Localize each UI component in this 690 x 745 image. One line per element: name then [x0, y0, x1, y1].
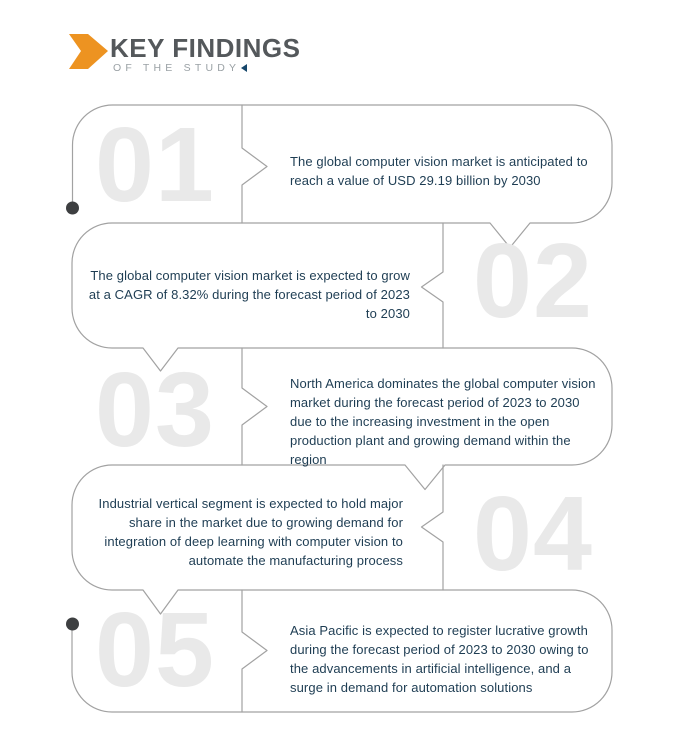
finding-number-4: 04 — [473, 475, 593, 593]
page-subtitle-row — [113, 62, 247, 74]
page-subtitle: OF THE STUDY — [113, 62, 241, 74]
finding-text-3: North America dominates the global computer vision market during the forecast period of 2023 to 2030 due to the increasing investment in the open production plant and growing demand within the region — [290, 376, 596, 467]
finding-text-2: The global computer vision market is expected to grow at a CAGR of 8.32% during the forecast period of 2023 to 2030 — [88, 268, 410, 321]
finding-text-1: The global computer vision market is anticipated to reach a value of USD 29.19 billion by 2030 — [290, 154, 588, 188]
page-title: KEY FINDINGS — [110, 33, 301, 63]
finding-number-5: 05 — [95, 591, 215, 709]
finding-number-1: 01 — [95, 106, 215, 224]
accent-arrow-icon — [241, 64, 247, 72]
finding-text-5: Asia Pacific is expected to register lucrative growth during the forecast period of 2023 to 2030 owing to the advancements in artificial intelligence, and a surge in demand for automation solutions — [290, 623, 589, 695]
logo-chevron-icon — [67, 32, 111, 72]
finding-number-3: 03 — [95, 351, 215, 469]
finding-text-4: Industrial vertical segment is expected to hold major share in the market due to growing demand for integration of deep learning with computer vision to automate the manufacturing process — [98, 496, 403, 568]
finding-number-2: 02 — [473, 222, 593, 340]
